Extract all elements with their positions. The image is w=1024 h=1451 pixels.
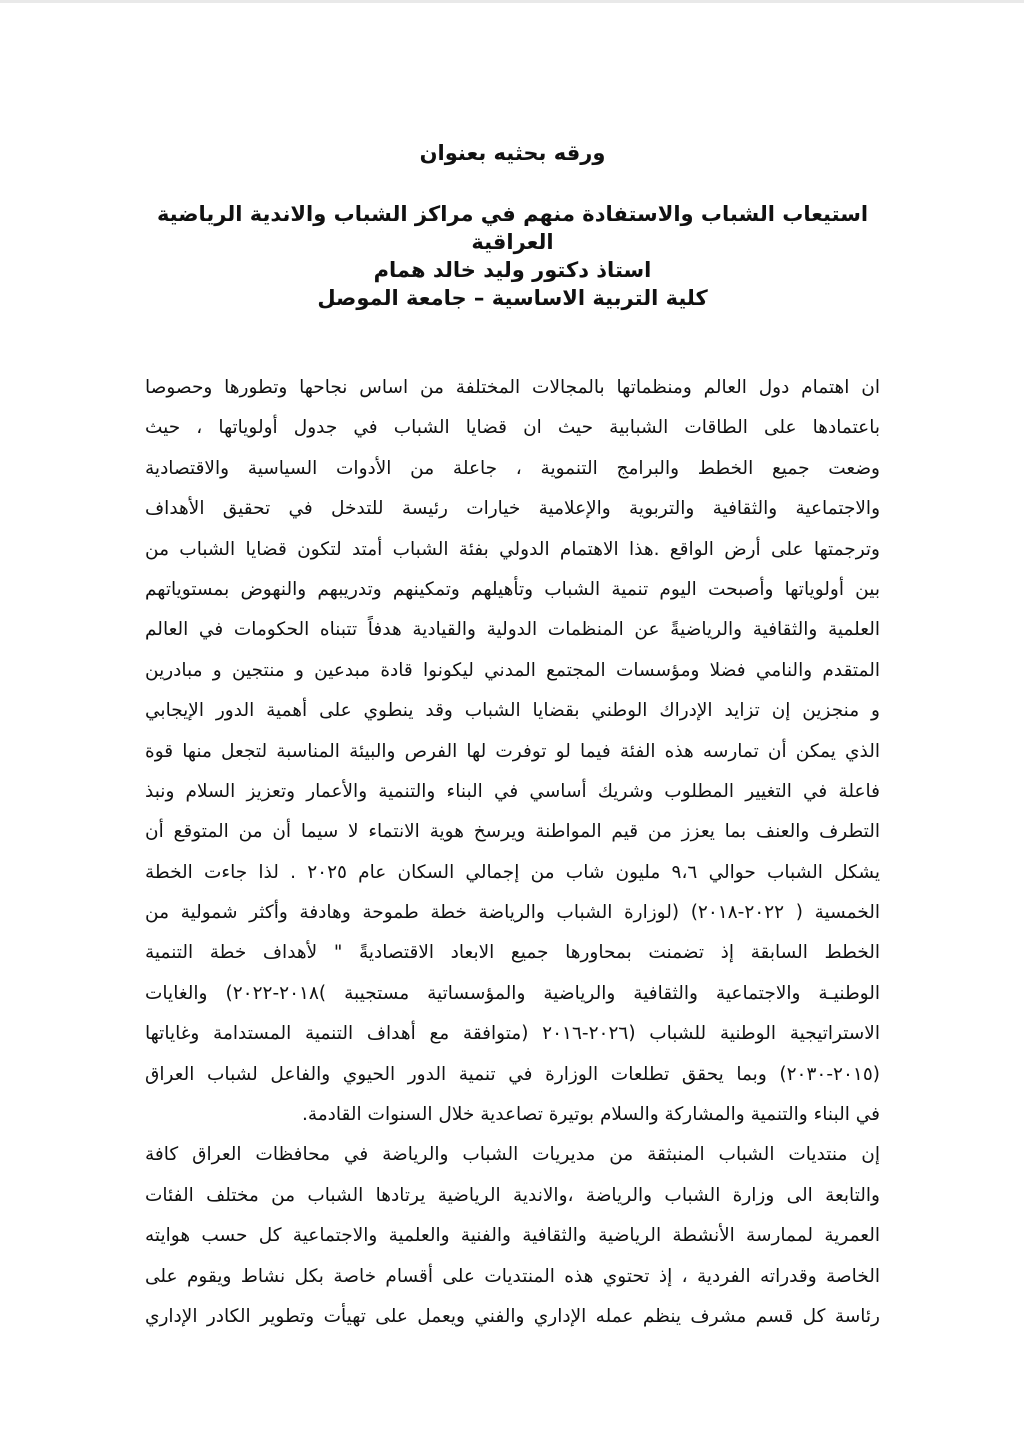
text-line: بين أولوياتها وأصبحت اليوم تنمية الشباب وتأهيلهم وتمكينهم وتدريبهم والنهوض بمستوياتهم — [145, 578, 880, 600]
text-line: الخطط السابقة إذ تضمنت بمحاورها جميع الابعاد الاقتصاديةً " لأهداف خطة التنمية — [145, 942, 880, 964]
title-line-1: استيعاب الشباب والاستفادة منهم في مراكز الشباب والاندية الرياضية — [156, 202, 869, 226]
text-line: العمرية لممارسة الأنشطة الرياضية والثقافية والفنية والعلمية والاجتماعية كل حسب هوايته — [145, 1225, 880, 1247]
body-text — [145, 368, 880, 1337]
author-affiliation: كلية التربية الاساسية – جامعة الموصل — [317, 286, 708, 310]
text-line: الذي يمكن أن تمارسه هذه الفئة فيما لو توفرت لها الفرص والبيئة المناسبة لتجعل منها قوة — [145, 740, 880, 762]
text-line: والاجتماعية والثقافية والتربوية والإعلامية خيارات رئيسة للتدخل في تحقيق الأهداف — [145, 498, 880, 520]
title-line-2: العراقية — [471, 230, 554, 254]
text-line: والتابعة الى وزارة الشباب والرياضة ،والاندية الرياضية يرتادها الشباب من مختلف الفئات — [145, 1184, 880, 1206]
text-line: (٢٠١٥-٢٠٣٠) وبما يحقق تطلعات الوزارة في تنمية الدور الحيوي والفاعل لشباب العراق — [145, 1063, 880, 1085]
text-line: و منجزين إن تزايد الإدراك الوطني بقضايا الشباب وقد ينطوي على أهمية الدور الإيجابي — [145, 700, 880, 722]
text-line: في البناء والتنمية والمشاركة والسلام بوتيرة تصاعدية خلال السنوات القادمة. — [301, 1104, 880, 1126]
text-line: الاستراتيجية الوطنية للشباب (٢٠٢٦-٢٠١٦ (متوافقة مع أهداف التنمية المستدامة وغاياتها — [145, 1023, 880, 1045]
text-line: الخاصة وقدراته الفردية ، إذ تحتوي هذه المنتديات على أقسام خاصة بكل نشاط ويقوم على — [145, 1265, 880, 1287]
text-line: إن منتديات الشباب المنبثقة من مديريات الشباب والرياضة في محافظات العراق كافة — [145, 1144, 880, 1166]
paragraph-1 — [145, 368, 880, 1135]
paragraph-2 — [145, 1135, 880, 1337]
text-line: التطرف والعنف بما يعزز من قيم المواطنة ويرسخ هوية الانتماء لا سيما أن من المتوقع أن — [145, 821, 880, 843]
text-line: العلمية والثقافية والرياضيةً عن المنظمات الدولية والقيادية هدفاً تتبناه الحكومات في العالم — [145, 619, 880, 641]
text-line: وترجمتها على أرض الواقع .هذا الاهتمام الدولي بفئة الشباب أمتد لتكون قضايا الشباب من — [145, 538, 880, 560]
text-line: رئاسة كل قسم مشرف ينظم عمله الإداري والفني ويعمل على تهيأت وتطوير الكادر الإداري — [145, 1305, 880, 1327]
text-line: وضعت جميع الخطط والبرامج التنموية ، جاعلة من الأدوات السياسية والاقتصادية — [145, 457, 880, 479]
text-line: المتقدم والنامي فضلا ومؤسسات المجتمع المدني ليكونوا قادة مبدعين و منتجين و مبادرين — [145, 659, 880, 681]
text-line: يشكل الشباب حوالي ٩،٦ مليون شاب من إجمالي السكان عام ٢٠٢٥ . لذا جاءت الخطة — [145, 861, 880, 883]
text-line: فاعلة في التغيير المطلوب وشريك أساسي في البناء والتنمية والأعمار وتعزيز السلام ونبذ — [145, 780, 880, 802]
text-line: باعتمادها على الطاقات الشبابية حيث ان قضايا الشباب في جدول أولوياتها ، حيث — [145, 417, 880, 439]
text-line: الوطنيـة والاجتماعية والثقافية والرياضية والمؤسساتية مستجيبة )٢٠١٨-٢٠٢٢) والغايات — [145, 982, 880, 1004]
title-block — [145, 200, 880, 312]
author-name: استاذ دكتور وليد خالد همام — [373, 258, 652, 282]
text-line: الخمسية ( ٢٠٢٢-٢٠١٨) (لوزارة الشباب والرياضة خطة طموحة وهادفة وأكثر شمولية من — [145, 902, 880, 924]
viewer-top-edge — [0, 0, 1024, 3]
text-line: ان اهتمام دول العالم ومنظماتها بالمجالات المختلفة من اساس نجاحها وتطورها وحصوصا — [145, 377, 880, 398]
document-kind-heading: ورقه بحثيه بعنوان — [419, 141, 606, 165]
